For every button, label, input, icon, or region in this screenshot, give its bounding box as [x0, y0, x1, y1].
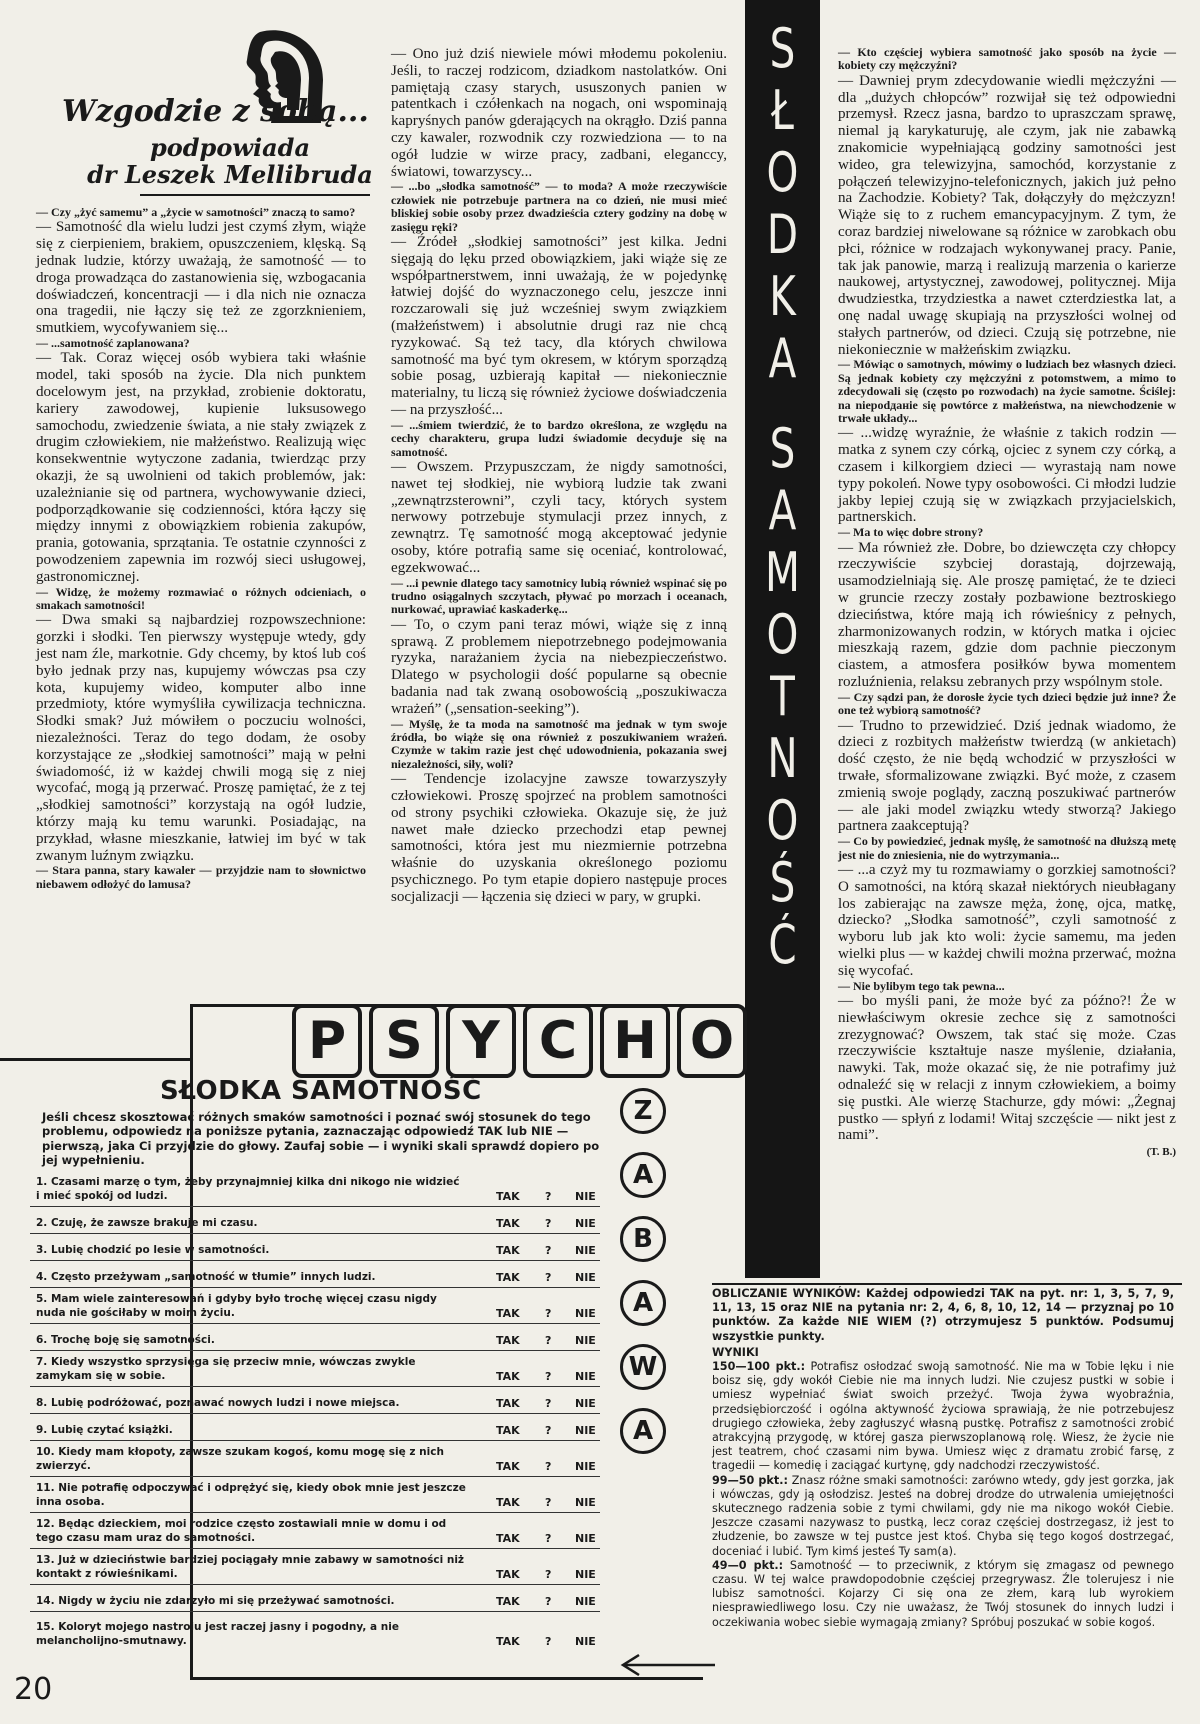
result-range-label: 150—100 pkt.:	[712, 1360, 806, 1374]
result-range-text: Znasz różne smaki samotności: zarówno wtedy, gdy jest gorzka, jak i wówczas, gdy ją osłodzisz. Jesteś na dobrej drodze do utrwalenia umiejętności skutecznego radzenia sobie z tymi chwilami, gdy nie ma nikogo wokół Ciebie. Jeszcze czasami nazywasz to pustką, lecz coraz częściej dostrzegasz, iż jest to złudzenie, bo zawsze w tej pustce jest ktoś. Chyba się tego kogoś dostrzegać, doceniać i lubić. Tym kimś jesteś Ty sam(a).	[712, 1473, 1174, 1558]
interview-question: — ...bo „słodka samotność” — to moda? A może rzeczywiście człowiek nie potrzebuje partnera na co dzień, nie musi mieć bliskiej sobie osoby przez dwadzieścia cztery godziny na dobę w zasięgu ręki?	[391, 179, 727, 234]
quiz-question: 10. Kiedy mam kłopoty, zawsze szukam kogoś, komu mogę się z nich zwierzyć.	[36, 1446, 444, 1472]
quiz-question: 15. Koloryt mojego nastroju jest raczej jasny i pogodny, a nie melancholijno-smutnawy.	[36, 1621, 399, 1647]
answer-yes[interactable]: TAK	[496, 1216, 520, 1230]
quiz-row	[30, 1584, 600, 1612]
quiz-row	[30, 1611, 600, 1651]
answer-yes[interactable]: TAK	[496, 1369, 520, 1383]
answer-yes[interactable]: TAK	[496, 1531, 520, 1545]
interview-question: — Nie bylibym tego tak pewna...	[838, 978, 1005, 993]
article-column-3	[838, 46, 1176, 1161]
title-banner-letters	[745, 0, 820, 976]
quiz-question: 14. Nigdy w życiu nie zdarzyło mi się przeżywać samotności.	[36, 1594, 395, 1607]
answer-no[interactable]: NIE	[575, 1243, 596, 1257]
interview-question: — Stara panna, stary kawaler — przyjdzie nam to słownictwo niebawem odłożyć do lamusa?	[36, 863, 366, 891]
answer-no[interactable]: NIE	[575, 1634, 596, 1648]
column-logo	[40, 28, 373, 189]
result-range-label: 49—0 pkt.:	[712, 1558, 784, 1572]
answer-unsure[interactable]: ?	[545, 1189, 552, 1203]
zabawa-letter: Z	[620, 1088, 666, 1134]
answer-yes[interactable]: TAK	[496, 1243, 520, 1257]
answer-yes[interactable]: TAK	[496, 1594, 520, 1608]
psycho-letter: S	[369, 1004, 439, 1078]
result-range-text: Samotność — to przeciwnik, z którym się zmagasz od pewnego czasu. W tej walce prawdopodobnie częściej przegrywasz. Źle tolerujesz i nie lubisz samotności. Kojarzy Ci się ona ze złem, karą lub wyrokiem niesprawiedliwego losu. Czy nie uważasz, że Twój stosunek do innych ludzi i oczekiwania wobec siebie wymagają zmiany? Spróbuj poszukać w sobie kogoś.	[712, 1558, 1174, 1629]
answer-unsure[interactable]: ?	[545, 1594, 552, 1608]
interview-question: — ...i pewnie dlatego tacy samotnicy lubią również wspinać się po trudno osiągalnych szczytach, pływać po morzach i oceanach, nurkować, uprawiać kaskaderkę...	[391, 575, 727, 617]
interview-question: — Czy „żyć samemu” a „życie w samotności” znaczą to samo?	[36, 205, 356, 219]
answer-no[interactable]: NIE	[575, 1369, 596, 1383]
quiz-row	[30, 1206, 600, 1234]
banner-letter: T	[770, 665, 795, 728]
answer-yes[interactable]: TAK	[496, 1634, 520, 1648]
answer-no[interactable]: NIE	[575, 1216, 596, 1230]
psycho-letter: H	[600, 1004, 670, 1078]
quiz-question: 13. Już w dzieciństwie bardziej pociągały mnie zabawy w samotności niż kontakt z rówieśnikami.	[36, 1554, 465, 1580]
answer-yes[interactable]: TAK	[496, 1495, 520, 1509]
quiz-row	[30, 1548, 600, 1585]
interview-answer: — Ono już dziś niewiele mówi młodemu pokoleniu. Jeśli, to raczej rodzicom, dziadkom nastolatków. Oni pamiętają czasy starych, ususzonych panien w patentkach i czółenkach na nogach, oni wspominają kapryśnych panów gderających na okrągło. Dziś panna czy kawaler, rozwodnik czy rozwiedziona — to na ogół ludzie w wirze pracy, zadbani, eleganccy, światowi, towarzyscy...	[391, 46, 727, 180]
interview-answer: — Trudno to przewidzieć. Dziś jednak wiadomo, że dzieci z rozbitych małżeństw twierdzą (w ankietach) dość często, że nie będą wchodzić w przyszłości w trwałe, sformalizowane związki. Być może, z czasem zmienią swoje poglądy, zaczną poszukiwać partnerów — ale jaki model związku wtedy stworzą? Jakiego partnera zaakceptują?	[838, 717, 1176, 835]
logo-underline	[140, 194, 370, 196]
quiz-title: SŁODKA SAMOTNOŚĆ	[160, 1076, 482, 1106]
interview-question: — Co by powiedzieć, jednak myślę, że samotność na dłuższą metę jest nie do zniesienia, nie do wytrzymania...	[838, 834, 1176, 862]
quiz-row	[30, 1233, 600, 1261]
answer-no[interactable]: NIE	[575, 1459, 596, 1473]
quiz-question: 3. Lubię chodzić po lesie w samotności.	[36, 1243, 270, 1256]
banner-letter: S	[769, 17, 796, 80]
quiz-question: 8. Lubię podróżować, poznawać nowych ludzi i nowe miejsca.	[36, 1396, 400, 1409]
banner-letter: S	[769, 417, 796, 480]
results-heading: WYNIKI	[712, 1345, 759, 1359]
interview-question: — ...samotność zaplanowana?	[36, 335, 190, 350]
banner-letter: M	[765, 541, 800, 604]
scoring-label: OBLICZANIE WYNIKÓW:	[712, 1287, 861, 1300]
interview-answer: — Źródeł „słodkiej samotności” jest kilka. Jedni sięgają do lęku przed obowiązkiem, jaki wiąże się ze współpartnerstwem, inni uważają, że w pojedynkę łatwiej dojść do wyznaczonego celu, jeszcze inni rozczarowali się już wcześniej swym związkiem (małżeństwem) i absolutnie drugi raz nie chcą ryzykować. Są też tacy, dla których chwilowa samotność ma być tym okresem, w którym sporządzą sobie posag, uzbierają kapitał — niekoniecznie materialny, tu liczą się również życiowe doświadczenia — na przyszłość...	[391, 234, 727, 418]
zabawa-title	[620, 1088, 666, 1472]
psycho-letter: P	[292, 1004, 362, 1078]
logo-title: Wzgodzie z sobą...	[62, 94, 369, 129]
quiz-row	[30, 1476, 600, 1513]
psycho-letter: O	[677, 1004, 747, 1078]
banner-letter: A	[768, 479, 797, 542]
quiz-row	[30, 1287, 600, 1324]
banner-letter: O	[766, 141, 799, 204]
answer-yes[interactable]: TAK	[496, 1306, 520, 1320]
interview-question: — Czy sądzi pan, że dorosłe życie tych dzieci będzie już inne? Że one też wybiorą samotność?	[838, 689, 1176, 718]
quiz-question: 6. Trochę boję się samotności.	[36, 1333, 215, 1346]
quiz-question: 7. Kiedy wszystko sprzysięga się przeciw mnie, wówczas zwykle zamykam się w sobie.	[36, 1356, 416, 1382]
quiz-top-rule	[0, 1058, 190, 1061]
result-range	[712, 1360, 1174, 1474]
answer-unsure[interactable]: ?	[545, 1423, 552, 1437]
interview-answer: — Ma również złe. Dobre, bo dziewczęta czy chłopcy rzeczywiście szybciej dorastają, dojrzewają, usamodzielniają się. Ale proszę pamiętać, że te dzieci w gruncie rzeczy zostały pozbawione beztroskiego dzieciństwa, które mają ich rówieśnicy z pełnych, zharmonizowanych rodzin, w których matka i ojciec mieszkają razem, gdzie dom pachnie pieczonym ciastem, a atmosfera posiłków bywa momentem rozluźnienia, relaksu zebranych przy wspólnym stole.	[838, 539, 1176, 690]
scoring-instructions	[712, 1287, 1174, 1344]
banner-letter: Ć	[768, 913, 797, 976]
banner-letter: A	[768, 327, 797, 390]
banner-letter: N	[767, 727, 798, 790]
answer-no[interactable]: NIE	[575, 1333, 596, 1347]
zabawa-letter: W	[620, 1344, 666, 1390]
answer-yes[interactable]: TAK	[496, 1189, 520, 1203]
interview-answer: — Samotność dla wielu ludzi jest czymś złym, wiąże się z cierpieniem, brakiem, opuszczeniem, klęską. Są jednak ludzie, którzy uważają, że samotność — to droga prowadząca do zastanowienia się, wzbogacania doświadczeń, koncentracji — i dla nich nie oznacza ona tragedii, nie łączy się też ze zgorzknieniem, smutkiem, wycofywaniem się...	[36, 219, 366, 337]
logo-subtitle-1: podpowiada	[149, 133, 311, 162]
answer-no[interactable]: NIE	[575, 1495, 596, 1509]
result-range	[712, 1559, 1174, 1630]
quiz-question: 11. Nie potrafię odpoczywać i odprężyć się, kiedy obok mnie jest jeszcze inna osoba.	[36, 1482, 466, 1508]
page-number: 20	[14, 1672, 53, 1707]
interview-question: — ...śmiem twierdzić, że to bardzo określona, ze względu na cechy charakteru, grupa ludzi świadomie decyduje się na samotność.	[391, 417, 727, 459]
results-section	[712, 1287, 1174, 1630]
scoring-text: Każdej odpowiedzi TAK na pyt. nr: 1, 3, 5, 7, 9, 11, 13, 15 oraz NIE na pytania nr: 2, 4, 6, 8, 10, 12, 14 — przyznaj po 10 punktów. Za każde NIE WIEM (?) otrzymujesz 5 punktów. Podsumuj wszystkie punkty.	[712, 1287, 1174, 1343]
result-range	[712, 1474, 1174, 1559]
quiz-question: 12. Będąc dzieckiem, moi rodzice często zostawiali mnie w domu i od tego czasu mam uraz do samotności.	[36, 1518, 447, 1544]
zabawa-letter: A	[620, 1408, 666, 1454]
quiz-row	[30, 1440, 600, 1477]
quiz-questions	[30, 1170, 610, 1670]
answer-no[interactable]: NIE	[575, 1396, 596, 1410]
answer-unsure[interactable]: ?	[545, 1459, 552, 1473]
interview-question: — Widzę, że możemy rozmawiać o różnych odcieniach, o smakach samotności!	[36, 584, 366, 612]
answer-no[interactable]: NIE	[575, 1594, 596, 1608]
article-column-1	[36, 206, 366, 891]
banner-letter: Ś	[769, 851, 796, 914]
answer-unsure[interactable]: ?	[545, 1567, 552, 1581]
banner-letter: K	[769, 265, 796, 328]
zabawa-letter: B	[620, 1216, 666, 1262]
banner-letter: O	[766, 603, 799, 666]
answer-no[interactable]: NIE	[575, 1567, 596, 1581]
interview-question: — Kto częściej wybiera samotność jako sposób na życie — kobiety czy mężczyźni?	[838, 45, 1176, 73]
answer-yes[interactable]: TAK	[496, 1333, 520, 1347]
answer-yes[interactable]: TAK	[496, 1396, 520, 1410]
quiz-question: 1. Czasami marzę o tym, żeby przynajmniej kilka dni nikogo nie widzieć i mieć spokój od ludzi.	[36, 1176, 460, 1202]
answer-no[interactable]: NIE	[575, 1189, 596, 1203]
answer-no[interactable]: NIE	[575, 1306, 596, 1320]
quiz-question: 5. Mam wiele zainteresowań i gdyby było trochę więcej czasu nigdy nuda nie gościłaby w moim życiu.	[36, 1293, 437, 1319]
quiz-row	[30, 1413, 600, 1441]
answer-no[interactable]: NIE	[575, 1531, 596, 1545]
banner-letter: Ł	[771, 79, 794, 142]
answer-unsure[interactable]: ?	[545, 1495, 552, 1509]
answer-no[interactable]: NIE	[575, 1270, 596, 1284]
answer-unsure[interactable]: ?	[545, 1531, 552, 1545]
quiz-row	[30, 1323, 600, 1351]
arrow-left-icon	[615, 1650, 715, 1680]
interview-answer: — Tak. Coraz więcej osób wybiera taki właśnie model, taki sposób na życie. Dla nich punktem docelowym jest, na przykład, zrobienie doktoratu, kariery zawodowej, kupienie luksusowego samochodu, zwiedzenie świata, a nie stały związek z drugim człowiekiem, nie małżeństwo. Realizują więc konsekwentnie wytyczone zadania, twierdząc przy okazji, że są uwolnieni od takich problemów, jak: uzależnianie się od partnera, wychowywanie dzieci, podporządkowanie się codzienności, która łączy się między innymi z obowiązkiem robienia zakupów, prania, gotowania, sprzątania. Te ostatnie czynności z powodzeniem zapewnia im rozwój sieci usługowej, gastronomicznej.	[36, 350, 366, 585]
quiz-question: 9. Lubię czytać książki.	[36, 1423, 173, 1436]
answer-unsure[interactable]: ?	[545, 1216, 552, 1230]
interview-question: — Mówiąc o samotnych, mówimy o ludziach bez własnych dzieci. Są jednak kobiety czy mężczyźni z potomstwem, a mimo to zdecydowali się (często po rozwodach) na życie samotne. Ściślej: na niepodданie się powtórce z małżeństwa, na niewchodzenie w trwałe układy...	[838, 357, 1176, 425]
article-column-2	[391, 46, 727, 906]
answer-unsure[interactable]: ?	[545, 1306, 552, 1320]
answer-no[interactable]: NIE	[575, 1423, 596, 1437]
logo-author: dr Leszek Mellibruda	[87, 160, 373, 189]
interview-answer: — Tendencje izolacyjne zawsze towarzyszyły człowiekowi. Proszę spojrzeć na problem samotności od strony psychiki człowieka. Okazuje się, że już nawet małe dziecko przechodzi etap pewnej samotności, która jest mu niezmiernie potrzebna właśnie do uzyskania określonego poziomu psychicznego. Po tym etapie dopiero następuje proces socjalizacji — łączenia się dzieci w pary, w grupki.	[391, 771, 727, 905]
interview-answer: — ...a czyż my tu rozmawiamy o gorzkiej samotności? O samotności, na którą skazał niektórych nieubłagany los zabierając na zawsze męża, żonę, ojca, matkę, dziecko? „Słodka samotność”, czyli samotność z wyboru lub jak kto woli: życie samemu, ma jeden wielki plus — w każdej chwili można przerwać, można się wycofać.	[838, 861, 1176, 979]
banner-letter: O	[766, 789, 799, 852]
answer-unsure[interactable]: ?	[545, 1369, 552, 1383]
answer-unsure[interactable]: ?	[545, 1396, 552, 1410]
answer-unsure[interactable]: ?	[545, 1634, 552, 1648]
psycho-title	[292, 1004, 754, 1078]
answer-yes[interactable]: TAK	[496, 1459, 520, 1473]
result-range-label: 99—50 pkt.:	[712, 1473, 788, 1487]
quiz-row	[30, 1512, 600, 1549]
quiz-question: 2. Czuję, że zawsze brakuje mi czasu.	[36, 1216, 258, 1229]
interview-question: — Ma to więc dobre strony?	[838, 525, 984, 540]
answer-unsure[interactable]: ?	[545, 1333, 552, 1347]
psycho-letter: Y	[446, 1004, 516, 1078]
banner-letter: D	[766, 203, 799, 266]
interview-answer: — Dwa smaki są najbardziej rozpowszechnione: gorzki i słodki. Ten pierwszy występuje wtedy, gdy jest nam źle, markotnie. Gdy chcemy, by ktoś lub coś było jednak przy nas, kupujemy wówczas psa czy kota, kupujemy wideo, komputer albo inne przedmioty, które wymyśliła cywilizacja techniczna. Słodki smak? Już mówiłem o poczuciu wolności, niezależności. Teraz do tego dodam, że osoby korzystające ze „słodkiej samotności” mają w pełni świadomość, iż w każdej chwili mogą się z niej wycofać, mogą ją przerwać. Proszę pamiętać, że z tej „słodkiej samotności” korzystają na ogół ludzie, którzy mają ku temu warunki. Posiadając, na przykład, własne mieszkanie, łatwiej im być w tak zwanym luźnym związku.	[36, 612, 366, 864]
quiz-row	[30, 1350, 600, 1387]
quiz-row	[30, 1386, 600, 1414]
quiz-intro: Jeśli chcesz skosztować różnych smaków samotności i poznać swój stosunek do tego problemu, odpowiedz na poniższe pytania, zaznaczając odpowiedź TAK lub NIE — pierwszą, jaka Ci przyjdzie do głowy. Zaufaj sobie — i wyniki skali sprawdź dopiero po jej wypełnieniu.	[42, 1110, 600, 1168]
answer-yes[interactable]: TAK	[496, 1567, 520, 1581]
zabawa-letter: A	[620, 1280, 666, 1326]
interview-answer: — Dawniej prym zdecydowanie wiedli mężczyźni — dla „dużych chłopców” rozwijał się też odpowiedni przemysł. Rzecz jasna, bardzo to upraszczam sprawę, niemal ją karykaturuję, ale czym, jak nie zabawką znakomicie wypełniającą godziny samotności jest wideo, gra telewizyjna, samochód, korzystanie z połączeń telewizyjno-telefonicznych, jakich już pełno na Zachodzie. Kobiety? Tak, dołączyły do mężczyzn! Wiąże się to z ruchem emancypacyjnym. Z tym, że coraz bardziej niwelowane są różnice w zarobkach obu płci, różnice w rodzajach wykonywanej pracy. Panie, tak jak panowie, marzą i realizują marzenia o karierze naukowej, artystycznej, zawodowej, politycznej. Mija dwudziestka, trzydziestka a nawet czterdziestka lat, a onę nadal uwagę skupiają na przyszłości wolnej od stałych partnerów, od dzieci. Czują się potrzebne, nie niekoniecznie w małżeńskim związku.	[838, 72, 1176, 358]
psycho-letter: C	[523, 1004, 593, 1078]
author-signature: (T. B.)	[1146, 1146, 1176, 1159]
answer-yes[interactable]: TAK	[496, 1423, 520, 1437]
interview-answer: — ...widzę wyraźnie, że właśnie z takich rodzin — matka z synem czy córką, ojciec z synem czy córką, a czasem i kilkorgiem dzieci — wyrastają nam nowe typy pokoleń. Nowe typy osobowości. Ci młodzi ludzie jakby lepiej czują się w związkach przyjacielskich, partnerskich.	[838, 425, 1176, 526]
answer-unsure[interactable]: ?	[545, 1243, 552, 1257]
quiz-question: 4. Często przeżywam „samotność w tłumie” innych ludzi.	[36, 1270, 376, 1283]
results-divider	[712, 1283, 1182, 1285]
result-range-text: Potrafisz osłodzać swoją samotność. Nie ma w Tobie lęku i nie boisz się, gdy wokół Ciebie nie ma innych ludzi. Nie czujesz pustki w sobie i umiesz wypełniać świat swoich przeżyć. Twoja żywa wyobraźnia, przedsiębiorczość i ogólna aktywność życiowa sprawiają, że nie potrzebujesz drugiego człowieka, żeby zagłuszyć własną pustkę. Potrafisz z samotności zrobić atrakcyjną przygodę, w której gasza pierwszoplanową rolę. Wiesz, że życie nie jest teatrem, choć czasami nim bywa. Umiesz więc z dramatu zrobić farsę, z tragedii — komedię i zaciągać kurtynę, gdy nadchodzi rzeczywistość.	[712, 1360, 1175, 1473]
zabawa-letter: A	[620, 1152, 666, 1198]
interview-question: — Myślę, że ta moda na samotność ma jednak w tym swoje źródła, bo wiąże się ona również z poszukiwaniem wrażeń. Czymże w takim razie jest chęć udowodnienia, pokazania swej niezależności, siły, woli?	[391, 716, 727, 771]
interview-answer: — Owszem. Przypuszczam, że nigdy samotności, nawet tej słodkiej, nie wybiorą ludzie tak zwani „zewnątrzsterowni”, czyli tacy, których system nerwowy potrzebuje stymulacji przez innych, z zewnątrz. Tę samotność mogą akceptować jedynie osoby, które potrafią same się oceniać, kontrolować, egzekwować...	[391, 458, 727, 576]
quiz-row	[30, 1260, 600, 1288]
answer-unsure[interactable]: ?	[545, 1270, 552, 1284]
interview-answer: — To, o czym pani teraz mówi, wiąże się z inną sprawą. Z problemem niepotrzebnego podejmowania ryzyka, narażaniem życia na niebezpieczeństwo. Dlatego w psychologii dość popularne są obecnie badania nad tak zwaną osobowością „poszukiwacza wrażeń” („sensation-seeking”).	[391, 616, 727, 717]
answer-yes[interactable]: TAK	[496, 1270, 520, 1284]
interview-answer: — bo myśli pani, że może być za późno?! Że w niewłaściwym okresie zechce się z samotności zrezygnować? Owszem, tak stać się może. Czas rzeczywiście kształtuje nasze myślenie, działania, nawyki. Tak, może okazać się, że nie potrafimy już odnaleźć się w relacji z innym człowiekiem, a boimy się pustki. Ale wierzę Stachurze, gdy mówi: „Żegnaj pustko — spłyń z lodami! Witaj szczęście — nikt jest z nami”.	[838, 992, 1176, 1144]
quiz-row	[30, 1170, 600, 1207]
title-banner	[745, 0, 820, 1278]
